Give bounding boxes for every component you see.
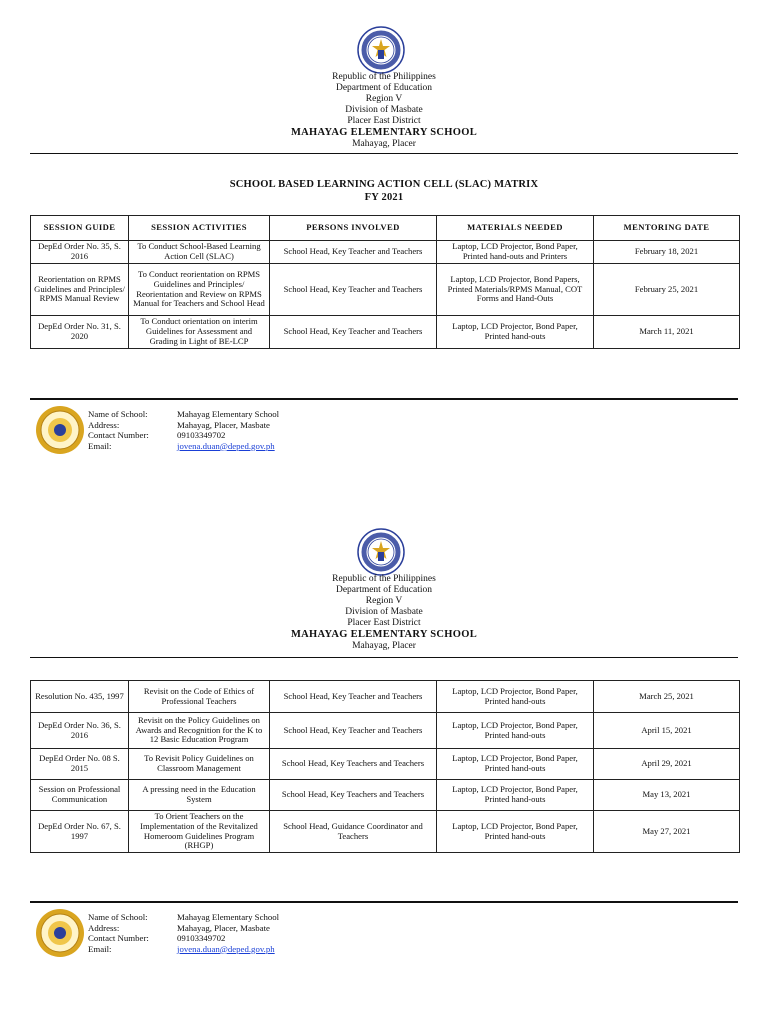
materials-needed-cell: Laptop, LCD Projector, Bond Paper, Printed hand-outs <box>437 713 594 749</box>
session-guide-cell: DepEd Order No. 36, S. 2016 <box>31 713 129 749</box>
footer-label: Email: <box>88 440 112 451</box>
school-location: Mahayag, Placer <box>352 139 416 149</box>
table-row <box>31 316 740 349</box>
table-row <box>31 713 740 749</box>
footer-value: Mahayag Elementary School <box>177 409 280 419</box>
email-link[interactable]: jovena.duan@deped.gov.ph <box>177 440 275 451</box>
slac-matrix-table <box>30 215 740 349</box>
mentoring-date-cell: April 29, 2021 <box>594 749 740 780</box>
session-guide-cell: DepEd Order No. 31, S. 2020 <box>31 316 129 349</box>
session-guide-cell: Reorientation on RPMS Guidelines and Principles/ RPMS Manual Review <box>31 264 129 316</box>
title-line: FY 2021 <box>364 192 404 203</box>
header-line: Republic of the Philippines <box>332 574 436 584</box>
persons-involved-cell: School Head, Key Teacher and Teachers <box>270 241 437 264</box>
header-line: Region V <box>365 596 403 606</box>
title-line: SCHOOL BASED LEARNING ACTION CELL (SLAC) MATRIX <box>229 179 539 190</box>
letterhead <box>0 72 768 150</box>
session-activity-cell: Revisit on the Policy Guidelines on Awards and Recognition for the K to 12 Basic Education Program <box>129 713 270 749</box>
mentoring-date-cell: May 13, 2021 <box>594 780 740 811</box>
persons-involved-cell: School Head, Key Teachers and Teachers <box>270 780 437 811</box>
mentoring-date-cell: March 25, 2021 <box>594 681 740 713</box>
session-guide-cell: Session on Professional Communication <box>31 780 129 811</box>
header-divider <box>30 657 738 658</box>
materials-needed-cell: Laptop, LCD Projector, Bond Paper, Printed hand-outs <box>437 811 594 853</box>
footer-label: Name of School: <box>88 912 148 922</box>
header-divider <box>30 153 738 154</box>
header-line: Department of Education <box>335 585 433 595</box>
session-activity-cell: To Conduct reorientation on RPMS Guidelines and Principles/ Reorientation and Review on RPMS Manual for Teachers and School Head <box>129 264 270 316</box>
materials-needed-cell: Laptop, LCD Projector, Bond Papers, Printed Materials/RPMS Manual, COT Forms and Hand-Outs <box>437 264 594 316</box>
table-header-row <box>31 216 740 241</box>
school-contact-info <box>88 409 279 451</box>
school-name: MAHAYAG ELEMENTARY SCHOOL <box>290 629 478 640</box>
session-activity-cell: Revisit on the Code of Ethics of Professional Teachers <box>129 681 270 713</box>
session-activity-cell: To Conduct School-Based Learning Action Cell (SLAC) <box>129 241 270 264</box>
persons-involved-cell: School Head, Key Teachers and Teachers <box>270 749 437 780</box>
header-line: Region V <box>365 94 403 104</box>
session-guide-cell: DepEd Order No. 35, S. 2016 <box>31 241 129 264</box>
session-activity-cell: To Revisit Policy Guidelines on Classroom Management <box>129 749 270 780</box>
footer-value: Mahayag, Placer, Masbate <box>177 922 270 933</box>
column-header: PERSONS INVOLVED <box>270 216 437 241</box>
session-guide-cell: DepEd Order No. 08 S. 2015 <box>31 749 129 780</box>
mentoring-date-cell: May 27, 2021 <box>594 811 740 853</box>
table-row <box>31 749 740 780</box>
footer-label: Address: <box>88 922 120 933</box>
school-location: Mahayag, Placer <box>352 641 416 651</box>
footer-label: Contact Number: <box>88 933 149 943</box>
header-line: Division of Masbate <box>345 607 423 617</box>
footer-divider <box>30 398 738 400</box>
column-header: MATERIALS NEEDED <box>437 216 594 241</box>
school-logo-icon <box>35 405 85 455</box>
footer-divider <box>30 901 738 903</box>
materials-needed-cell: Laptop, LCD Projector, Bond Paper, Printed hand-outs <box>437 749 594 780</box>
header-line: Division of Masbate <box>345 105 423 115</box>
footer-value: Mahayag Elementary School <box>177 912 280 922</box>
email-link[interactable]: jovena.duan@deped.gov.ph <box>177 943 275 954</box>
persons-involved-cell: School Head, Key Teacher and Teachers <box>270 316 437 349</box>
column-header: MENTORING DATE <box>594 216 740 241</box>
footer-label: Contact Number: <box>88 430 149 440</box>
school-logo-icon <box>35 908 85 958</box>
mentoring-date-cell: April 15, 2021 <box>594 713 740 749</box>
mentoring-date-cell: February 18, 2021 <box>594 241 740 264</box>
school-name: MAHAYAG ELEMENTARY SCHOOL <box>290 127 478 138</box>
persons-involved-cell: School Head, Guidance Coordinator and Teachers <box>270 811 437 853</box>
session-guide-cell: Resolution No. 435, 1997 <box>31 681 129 713</box>
materials-needed-cell: Laptop, LCD Projector, Bond Paper, Printed hand-outs <box>437 681 594 713</box>
table-row <box>31 811 740 853</box>
mentoring-date-cell: February 25, 2021 <box>594 264 740 316</box>
letterhead <box>0 574 768 652</box>
page-1 <box>0 0 768 470</box>
header-line: Department of Education <box>335 83 433 93</box>
footer-label: Address: <box>88 419 120 430</box>
slac-matrix-table-continued <box>30 680 740 853</box>
header-line: Placer East District <box>347 116 421 126</box>
column-header: SESSION GUIDE <box>31 216 129 241</box>
footer-label: Name of School: <box>88 409 148 419</box>
deped-seal-icon <box>357 528 405 576</box>
mentoring-date-cell: March 11, 2021 <box>594 316 740 349</box>
persons-involved-cell: School Head, Key Teacher and Teachers <box>270 264 437 316</box>
table-row <box>31 780 740 811</box>
persons-involved-cell: School Head, Key Teacher and Teachers <box>270 713 437 749</box>
footer-value: Mahayag, Placer, Masbate <box>177 419 270 430</box>
table-row <box>31 681 740 713</box>
document-title <box>0 178 768 204</box>
session-activity-cell: To Orient Teachers on the Implementation of the Revitalized Homeroom Guidelines Program (RHGP) <box>129 811 270 853</box>
school-contact-info <box>88 912 279 954</box>
column-header: SESSION ACTIVITIES <box>129 216 270 241</box>
table-row <box>31 241 740 264</box>
table-row <box>31 264 740 316</box>
footer-label: Email: <box>88 943 112 954</box>
materials-needed-cell: Laptop, LCD Projector, Bond Paper, Printed hand-outs and Printers <box>437 241 594 264</box>
footer-value: 09103349702 <box>177 430 226 440</box>
header-line: Republic of the Philippines <box>332 72 436 82</box>
session-guide-cell: DepEd Order No. 67, S. 1997 <box>31 811 129 853</box>
session-activity-cell: To Conduct orientation on interim Guidelines for Assessment and Grading in Light of BE-LCP <box>129 316 270 349</box>
materials-needed-cell: Laptop, LCD Projector, Bond Paper, Printed hand-outs <box>437 316 594 349</box>
header-line: Placer East District <box>347 618 421 628</box>
footer-value: 09103349702 <box>177 933 226 943</box>
session-activity-cell: A pressing need in the Education System <box>129 780 270 811</box>
materials-needed-cell: Laptop, LCD Projector, Bond Paper, Printed hand-outs <box>437 780 594 811</box>
persons-involved-cell: School Head, Key Teacher and Teachers <box>270 681 437 713</box>
deped-seal-icon <box>357 26 405 74</box>
